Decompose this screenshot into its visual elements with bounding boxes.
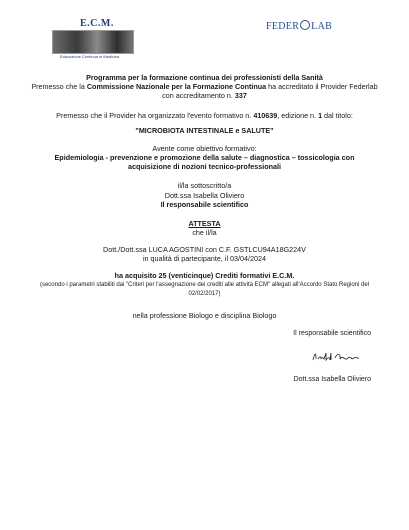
criteria-line-2: 02/02/2017) xyxy=(188,291,221,297)
premise-accreditation: con accreditamento n. 337 xyxy=(162,91,247,100)
ecm-logo xyxy=(52,18,132,64)
federlab-emblem-icon xyxy=(300,20,310,30)
premise-provider: Premesso che la Commissione Nazionale per la Formazione Continua ha accreditato il Provider Federlab xyxy=(31,82,378,91)
participant-role: in qualità di partecipante, il 03/04/2024 xyxy=(142,254,267,263)
federlab-logo: FEDER LAB xyxy=(266,21,333,32)
objective-line-2: acquisizione di nozioni tecnico-professionali xyxy=(128,162,281,171)
profession-line: nella professione Biologo e disciplina Biologo xyxy=(132,311,277,320)
signature-image xyxy=(311,350,361,364)
undersigned-label: il/la sottoscritto/a xyxy=(177,181,232,190)
that-label: che il/la xyxy=(192,228,217,237)
objective-intro: Avente come obiettivo formativo: xyxy=(152,144,257,153)
signatory-name: Dott.ssa Isabella Oliviero xyxy=(164,191,245,200)
signatory-role: Il responsabile scientifico xyxy=(160,200,249,209)
attests-heading: ATTESTA xyxy=(188,219,221,228)
event-title: "MICROBIOTA INTESTINALE e SALUTE" xyxy=(135,126,274,135)
participant-line: Dott./Dott.ssa LUCA AGOSTINI con C.F. GSTLCU94A18G224V xyxy=(103,245,306,254)
ecm-logo-photo xyxy=(52,30,134,54)
footer-name: Dott.ssa Isabella Oliviero xyxy=(293,376,371,383)
program-title: Programma per la formazione continua dei professionisti della Sanità xyxy=(86,73,323,82)
premise-event: Premesso che il Provider ha organizzato l'evento formativo n. 410639, edizione n. 1 dal titolo: xyxy=(56,111,353,120)
objective-line-1: Epidemiologia - prevenzione e promozione della salute – diagnostica – tossicologia con xyxy=(54,153,355,162)
credits-line: ha acquisito 25 (venticinque) Crediti formativi E.C.M. xyxy=(114,271,295,280)
criteria-line-1: (secondo i parametri stabiliti dai "Criteri per l'assegnazione dei crediti alle attività ECM" allegati all'Accordo Stato Regioni del xyxy=(39,282,370,288)
footer-role: Il responsabile scientifico xyxy=(293,330,371,337)
ecm-logo-title: E.C.M. xyxy=(80,18,114,29)
ecm-logo-subtitle: Educazione Continua in Medicina xyxy=(60,54,120,59)
